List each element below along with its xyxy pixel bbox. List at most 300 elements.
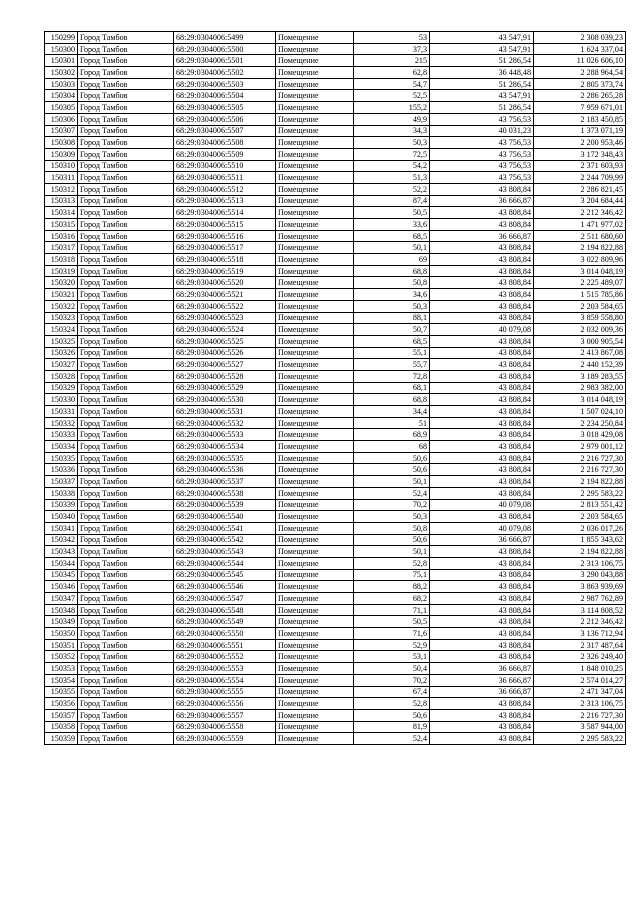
- area-cell: 37,3: [354, 43, 430, 55]
- cadastral-value-cell: 2 326 249,40: [534, 651, 626, 663]
- area-cell: 50,3: [354, 511, 430, 523]
- cadastral-number-cell: 68:29:0304006:5515: [174, 219, 276, 231]
- city-cell: Город Тамбов: [78, 183, 174, 195]
- city-cell: Город Тамбов: [78, 300, 174, 312]
- area-cell: 34,6: [354, 289, 430, 301]
- unit-value-cell: 43 808,84: [430, 639, 534, 651]
- object-type-cell: Помещение: [276, 230, 354, 242]
- area-cell: 53: [354, 32, 430, 44]
- cadastral-number-cell: 68:29:0304006:5513: [174, 195, 276, 207]
- unit-value-cell: 36 666,87: [430, 674, 534, 686]
- table-row: [45, 569, 626, 581]
- cadastral-number-cell: 68:29:0304006:5507: [174, 125, 276, 137]
- cadastral-value-cell: 2 216 727,30: [534, 452, 626, 464]
- cadastral-value-cell: 2 511 680,60: [534, 230, 626, 242]
- city-cell: Город Тамбов: [78, 511, 174, 523]
- table-row: [45, 102, 626, 114]
- row-number-cell: 150358: [45, 721, 78, 733]
- cadastral-value-cell: 3 204 684,44: [534, 195, 626, 207]
- table-row: [45, 534, 626, 546]
- unit-value-cell: 51 286,54: [430, 78, 534, 90]
- row-number-cell: 150335: [45, 452, 78, 464]
- table-row: [45, 300, 626, 312]
- unit-value-cell: 43 808,84: [430, 628, 534, 640]
- cadastral-number-cell: 68:29:0304006:5502: [174, 67, 276, 79]
- cadastral-value-cell: 3 014 048,19: [534, 265, 626, 277]
- city-cell: Город Тамбов: [78, 90, 174, 102]
- city-cell: Город Тамбов: [78, 32, 174, 44]
- city-cell: Город Тамбов: [78, 335, 174, 347]
- table-row: [45, 335, 626, 347]
- object-type-cell: Помещение: [276, 394, 354, 406]
- cadastral-value-cell: 2 216 727,30: [534, 709, 626, 721]
- unit-value-cell: 43 808,84: [430, 709, 534, 721]
- object-type-cell: Помещение: [276, 709, 354, 721]
- unit-value-cell: 36 666,87: [430, 230, 534, 242]
- table-row: [45, 230, 626, 242]
- object-type-cell: Помещение: [276, 195, 354, 207]
- table-row: [45, 663, 626, 675]
- object-type-cell: Помещение: [276, 593, 354, 605]
- city-cell: Город Тамбов: [78, 406, 174, 418]
- row-number-cell: 150345: [45, 569, 78, 581]
- unit-value-cell: 43 808,84: [430, 569, 534, 581]
- cadastral-value-cell: 3 189 283,55: [534, 370, 626, 382]
- table-row: [45, 277, 626, 289]
- cadastral-number-cell: 68:29:0304006:5525: [174, 335, 276, 347]
- row-number-cell: 150322: [45, 300, 78, 312]
- unit-value-cell: 43 808,84: [430, 429, 534, 441]
- city-cell: Город Тамбов: [78, 452, 174, 464]
- table-row: [45, 90, 626, 102]
- object-type-cell: Помещение: [276, 487, 354, 499]
- cadastral-number-cell: 68:29:0304006:5543: [174, 546, 276, 558]
- cadastral-number-cell: 68:29:0304006:5499: [174, 32, 276, 44]
- area-cell: 70,2: [354, 499, 430, 511]
- cadastral-value-cell: 2 212 346,42: [534, 207, 626, 219]
- city-cell: Город Тамбов: [78, 55, 174, 67]
- unit-value-cell: 51 286,54: [430, 102, 534, 114]
- unit-value-cell: 43 808,84: [430, 604, 534, 616]
- cadastral-value-cell: 1 373 071,19: [534, 125, 626, 137]
- object-type-cell: Помещение: [276, 172, 354, 184]
- city-cell: Город Тамбов: [78, 557, 174, 569]
- row-number-cell: 150331: [45, 406, 78, 418]
- row-number-cell: 150303: [45, 78, 78, 90]
- cadastral-value-cell: 2 413 867,08: [534, 347, 626, 359]
- row-number-cell: 150342: [45, 534, 78, 546]
- area-cell: 68: [354, 441, 430, 453]
- object-type-cell: Помещение: [276, 534, 354, 546]
- area-cell: 50,6: [354, 709, 430, 721]
- unit-value-cell: 43 808,84: [430, 476, 534, 488]
- area-cell: 68,8: [354, 265, 430, 277]
- object-type-cell: Помещение: [276, 347, 354, 359]
- cadastral-number-cell: 68:29:0304006:5511: [174, 172, 276, 184]
- row-number-cell: 150338: [45, 487, 78, 499]
- cadastral-value-cell: 3 587 944,00: [534, 721, 626, 733]
- object-type-cell: Помещение: [276, 721, 354, 733]
- cadastral-value-cell: 2 471 347,04: [534, 686, 626, 698]
- row-number-cell: 150312: [45, 183, 78, 195]
- cadastral-value-cell: 2 313 106,75: [534, 698, 626, 710]
- cadastral-number-cell: 68:29:0304006:5516: [174, 230, 276, 242]
- cadastral-value-cell: 3 859 558,80: [534, 312, 626, 324]
- unit-value-cell: 43 808,84: [430, 464, 534, 476]
- table-row: [45, 394, 626, 406]
- table-row: [45, 265, 626, 277]
- unit-value-cell: 43 808,84: [430, 733, 534, 745]
- unit-value-cell: 43 808,84: [430, 452, 534, 464]
- table-row: [45, 67, 626, 79]
- cadastral-number-cell: 68:29:0304006:5559: [174, 733, 276, 745]
- area-cell: 52,8: [354, 557, 430, 569]
- unit-value-cell: 43 808,84: [430, 370, 534, 382]
- cadastral-number-cell: 68:29:0304006:5514: [174, 207, 276, 219]
- row-number-cell: 150326: [45, 347, 78, 359]
- unit-value-cell: 43 808,84: [430, 417, 534, 429]
- object-type-cell: Помещение: [276, 406, 354, 418]
- row-number-cell: 150337: [45, 476, 78, 488]
- city-cell: Город Тамбов: [78, 382, 174, 394]
- row-number-cell: 150307: [45, 125, 78, 137]
- unit-value-cell: 40 079,08: [430, 324, 534, 336]
- area-cell: 81,9: [354, 721, 430, 733]
- area-cell: 50,4: [354, 663, 430, 675]
- area-cell: 33,6: [354, 219, 430, 231]
- cadastral-value-cell: 3 136 712,94: [534, 628, 626, 640]
- table-row: [45, 604, 626, 616]
- row-number-cell: 150315: [45, 219, 78, 231]
- object-type-cell: Помещение: [276, 733, 354, 745]
- row-number-cell: 150310: [45, 160, 78, 172]
- area-cell: 53,1: [354, 651, 430, 663]
- city-cell: Город Тамбов: [78, 370, 174, 382]
- row-number-cell: 150347: [45, 593, 78, 605]
- cadastral-value-cell: 2 244 709,99: [534, 172, 626, 184]
- unit-value-cell: 43 808,84: [430, 441, 534, 453]
- unit-value-cell: 43 808,84: [430, 487, 534, 499]
- unit-value-cell: 43 756,53: [430, 148, 534, 160]
- cadastral-value-cell: 3 863 939,69: [534, 581, 626, 593]
- cadastral-number-cell: 68:29:0304006:5526: [174, 347, 276, 359]
- city-cell: Город Тамбов: [78, 289, 174, 301]
- unit-value-cell: 43 808,84: [430, 557, 534, 569]
- city-cell: Город Тамбов: [78, 137, 174, 149]
- table-row: [45, 78, 626, 90]
- cadastral-value-cell: 2 286 265,28: [534, 90, 626, 102]
- unit-value-cell: 43 808,84: [430, 406, 534, 418]
- object-type-cell: Помещение: [276, 546, 354, 558]
- row-number-cell: 150352: [45, 651, 78, 663]
- cadastral-number-cell: 68:29:0304006:5510: [174, 160, 276, 172]
- table-row: [45, 137, 626, 149]
- area-cell: 88,2: [354, 581, 430, 593]
- city-cell: Город Тамбов: [78, 148, 174, 160]
- table-row: [45, 581, 626, 593]
- cadastral-number-cell: 68:29:0304006:5520: [174, 277, 276, 289]
- object-type-cell: Помещение: [276, 78, 354, 90]
- row-number-cell: 150309: [45, 148, 78, 160]
- city-cell: Город Тамбов: [78, 219, 174, 231]
- cadastral-number-cell: 68:29:0304006:5556: [174, 698, 276, 710]
- area-cell: 71,6: [354, 628, 430, 640]
- city-cell: Город Тамбов: [78, 534, 174, 546]
- object-type-cell: Помещение: [276, 499, 354, 511]
- table-row: [45, 429, 626, 441]
- area-cell: 52,5: [354, 90, 430, 102]
- object-type-cell: Помещение: [276, 113, 354, 125]
- unit-value-cell: 43 808,84: [430, 593, 534, 605]
- object-type-cell: Помещение: [276, 219, 354, 231]
- cadastral-number-cell: 68:29:0304006:5509: [174, 148, 276, 160]
- table-row: [45, 160, 626, 172]
- cadastral-number-cell: 68:29:0304006:5546: [174, 581, 276, 593]
- unit-value-cell: 43 808,84: [430, 312, 534, 324]
- city-cell: Город Тамбов: [78, 639, 174, 651]
- cadastral-value-cell: 2 440 152,39: [534, 359, 626, 371]
- object-type-cell: Помещение: [276, 581, 354, 593]
- area-cell: 68,9: [354, 429, 430, 441]
- area-cell: 62,8: [354, 67, 430, 79]
- row-number-cell: 150323: [45, 312, 78, 324]
- table-row: [45, 464, 626, 476]
- object-type-cell: Помещение: [276, 300, 354, 312]
- object-type-cell: Помещение: [276, 125, 354, 137]
- area-cell: 50,3: [354, 300, 430, 312]
- unit-value-cell: 40 031,23: [430, 125, 534, 137]
- city-cell: Город Тамбов: [78, 78, 174, 90]
- row-number-cell: 150346: [45, 581, 78, 593]
- table-row: [45, 370, 626, 382]
- cadastral-number-cell: 68:29:0304006:5535: [174, 452, 276, 464]
- row-number-cell: 150340: [45, 511, 78, 523]
- row-number-cell: 150317: [45, 242, 78, 254]
- city-cell: Город Тамбов: [78, 569, 174, 581]
- object-type-cell: Помещение: [276, 452, 354, 464]
- city-cell: Город Тамбов: [78, 733, 174, 745]
- object-type-cell: Помещение: [276, 370, 354, 382]
- row-number-cell: 150321: [45, 289, 78, 301]
- unit-value-cell: 43 547,91: [430, 43, 534, 55]
- row-number-cell: 150325: [45, 335, 78, 347]
- row-number-cell: 150313: [45, 195, 78, 207]
- object-type-cell: Помещение: [276, 148, 354, 160]
- table-row: [45, 183, 626, 195]
- cadastral-value-cell: 2 203 584,65: [534, 300, 626, 312]
- cadastral-number-cell: 68:29:0304006:5530: [174, 394, 276, 406]
- cadastral-value-cell: 2 216 727,30: [534, 464, 626, 476]
- area-cell: 50,3: [354, 137, 430, 149]
- object-type-cell: Помещение: [276, 429, 354, 441]
- object-type-cell: Помещение: [276, 616, 354, 628]
- unit-value-cell: 43 756,53: [430, 172, 534, 184]
- cadastral-number-cell: 68:29:0304006:5505: [174, 102, 276, 114]
- cadastral-value-cell: 2 317 487,64: [534, 639, 626, 651]
- area-cell: 71,1: [354, 604, 430, 616]
- table-row: [45, 359, 626, 371]
- unit-value-cell: 43 756,53: [430, 113, 534, 125]
- cadastral-number-cell: 68:29:0304006:5524: [174, 324, 276, 336]
- cadastral-value-cell: 2 295 583,22: [534, 733, 626, 745]
- unit-value-cell: 43 808,84: [430, 277, 534, 289]
- cadastral-value-cell: 3 290 043,88: [534, 569, 626, 581]
- cadastral-value-cell: 2 212 346,42: [534, 616, 626, 628]
- city-cell: Город Тамбов: [78, 522, 174, 534]
- row-number-cell: 150356: [45, 698, 78, 710]
- city-cell: Город Тамбов: [78, 429, 174, 441]
- row-number-cell: 150355: [45, 686, 78, 698]
- city-cell: Город Тамбов: [78, 277, 174, 289]
- cadastral-number-cell: 68:29:0304006:5550: [174, 628, 276, 640]
- unit-value-cell: 43 808,84: [430, 511, 534, 523]
- object-type-cell: Помещение: [276, 639, 354, 651]
- area-cell: 75,1: [354, 569, 430, 581]
- cadastral-value-cell: 2 194 822,88: [534, 546, 626, 558]
- cadastral-number-cell: 68:29:0304006:5531: [174, 406, 276, 418]
- table-row: [45, 639, 626, 651]
- table-row: [45, 406, 626, 418]
- row-number-cell: 150330: [45, 394, 78, 406]
- area-cell: 72,8: [354, 370, 430, 382]
- city-cell: Город Тамбов: [78, 254, 174, 266]
- table-row: [45, 441, 626, 453]
- cadastral-value-cell: 2 308 039,23: [534, 32, 626, 44]
- cadastral-number-cell: 68:29:0304006:5548: [174, 604, 276, 616]
- cadastral-value-cell: 2 979 001,12: [534, 441, 626, 453]
- cadastral-value-cell: 2 371 603,93: [534, 160, 626, 172]
- cadastral-value-cell: 7 959 671,01: [534, 102, 626, 114]
- area-cell: 68,8: [354, 394, 430, 406]
- cadastral-value-cell: 3 018 429,08: [534, 429, 626, 441]
- cadastral-number-cell: 68:29:0304006:5523: [174, 312, 276, 324]
- unit-value-cell: 36 448,48: [430, 67, 534, 79]
- object-type-cell: Помещение: [276, 464, 354, 476]
- table-row: [45, 511, 626, 523]
- cadastral-number-cell: 68:29:0304006:5545: [174, 569, 276, 581]
- row-number-cell: 150332: [45, 417, 78, 429]
- cadastral-number-cell: 68:29:0304006:5533: [174, 429, 276, 441]
- area-cell: 72,5: [354, 148, 430, 160]
- area-cell: 52,2: [354, 183, 430, 195]
- cadastral-number-cell: 68:29:0304006:5540: [174, 511, 276, 523]
- cadastral-value-cell: 2 194 822,88: [534, 242, 626, 254]
- cadastral-number-cell: 68:29:0304006:5532: [174, 417, 276, 429]
- object-type-cell: Помещение: [276, 569, 354, 581]
- area-cell: 52,4: [354, 733, 430, 745]
- unit-value-cell: 43 808,84: [430, 183, 534, 195]
- row-number-cell: 150329: [45, 382, 78, 394]
- cadastral-number-cell: 68:29:0304006:5537: [174, 476, 276, 488]
- city-cell: Город Тамбов: [78, 359, 174, 371]
- area-cell: 50,1: [354, 242, 430, 254]
- cadastral-number-cell: 68:29:0304006:5519: [174, 265, 276, 277]
- unit-value-cell: 43 808,84: [430, 382, 534, 394]
- unit-value-cell: 51 286,54: [430, 55, 534, 67]
- object-type-cell: Помещение: [276, 382, 354, 394]
- cadastral-number-cell: 68:29:0304006:5518: [174, 254, 276, 266]
- cadastral-number-cell: 68:29:0304006:5517: [174, 242, 276, 254]
- table-row: [45, 324, 626, 336]
- city-cell: Город Тамбов: [78, 441, 174, 453]
- cadastral-value-cell: 1 848 010,25: [534, 663, 626, 675]
- cadastral-value-cell: 2 183 450,85: [534, 113, 626, 125]
- city-cell: Город Тамбов: [78, 102, 174, 114]
- table-row: [45, 721, 626, 733]
- object-type-cell: Помещение: [276, 265, 354, 277]
- table-row: [45, 557, 626, 569]
- row-number-cell: 150302: [45, 67, 78, 79]
- city-cell: Город Тамбов: [78, 616, 174, 628]
- cadastral-value-cell: 2 225 489,07: [534, 277, 626, 289]
- object-type-cell: Помещение: [276, 137, 354, 149]
- unit-value-cell: 36 666,87: [430, 663, 534, 675]
- cadastral-value-cell: 2 286 821,45: [534, 183, 626, 195]
- unit-value-cell: 43 808,84: [430, 265, 534, 277]
- object-type-cell: Помещение: [276, 557, 354, 569]
- table-row: [45, 593, 626, 605]
- table-row: [45, 733, 626, 745]
- cadastral-number-cell: 68:29:0304006:5522: [174, 300, 276, 312]
- unit-value-cell: 43 756,53: [430, 137, 534, 149]
- row-number-cell: 150320: [45, 277, 78, 289]
- cadastral-value-cell: 2 203 584,65: [534, 511, 626, 523]
- cadastral-value-cell: 2 805 373,74: [534, 78, 626, 90]
- row-number-cell: 150300: [45, 43, 78, 55]
- object-type-cell: Помещение: [276, 312, 354, 324]
- area-cell: 51: [354, 417, 430, 429]
- object-type-cell: Помещение: [276, 522, 354, 534]
- object-type-cell: Помещение: [276, 207, 354, 219]
- unit-value-cell: 43 808,84: [430, 347, 534, 359]
- area-cell: 155,2: [354, 102, 430, 114]
- unit-value-cell: 43 808,84: [430, 616, 534, 628]
- cadastral-value-cell: 2 032 009,36: [534, 324, 626, 336]
- cadastral-value-cell: 2 983 382,00: [534, 382, 626, 394]
- object-type-cell: Помещение: [276, 55, 354, 67]
- unit-value-cell: 43 808,84: [430, 651, 534, 663]
- city-cell: Город Тамбов: [78, 394, 174, 406]
- cadastral-value-cell: 3 114 808,52: [534, 604, 626, 616]
- table-row: [45, 487, 626, 499]
- city-cell: Город Тамбов: [78, 709, 174, 721]
- table-row: [45, 686, 626, 698]
- city-cell: Город Тамбов: [78, 674, 174, 686]
- area-cell: 51,3: [354, 172, 430, 184]
- object-type-cell: Помещение: [276, 324, 354, 336]
- cadastral-value-cell: 1 471 977,02: [534, 219, 626, 231]
- cadastral-number-cell: 68:29:0304006:5547: [174, 593, 276, 605]
- cadastral-number-cell: 68:29:0304006:5552: [174, 651, 276, 663]
- unit-value-cell: 43 756,53: [430, 160, 534, 172]
- area-cell: 54,7: [354, 78, 430, 90]
- cadastral-number-cell: 68:29:0304006:5549: [174, 616, 276, 628]
- row-number-cell: 150308: [45, 137, 78, 149]
- row-number-cell: 150353: [45, 663, 78, 675]
- table-row: [45, 242, 626, 254]
- cadastral-number-cell: 68:29:0304006:5542: [174, 534, 276, 546]
- cadastral-value-cell: 3 022 809,96: [534, 254, 626, 266]
- object-type-cell: Помещение: [276, 160, 354, 172]
- area-cell: 50,8: [354, 277, 430, 289]
- table-row: [45, 476, 626, 488]
- cadastral-number-cell: 68:29:0304006:5554: [174, 674, 276, 686]
- object-type-cell: Помещение: [276, 335, 354, 347]
- row-number-cell: 150334: [45, 441, 78, 453]
- object-type-cell: Помещение: [276, 686, 354, 698]
- city-cell: Город Тамбов: [78, 546, 174, 558]
- unit-value-cell: 43 808,84: [430, 394, 534, 406]
